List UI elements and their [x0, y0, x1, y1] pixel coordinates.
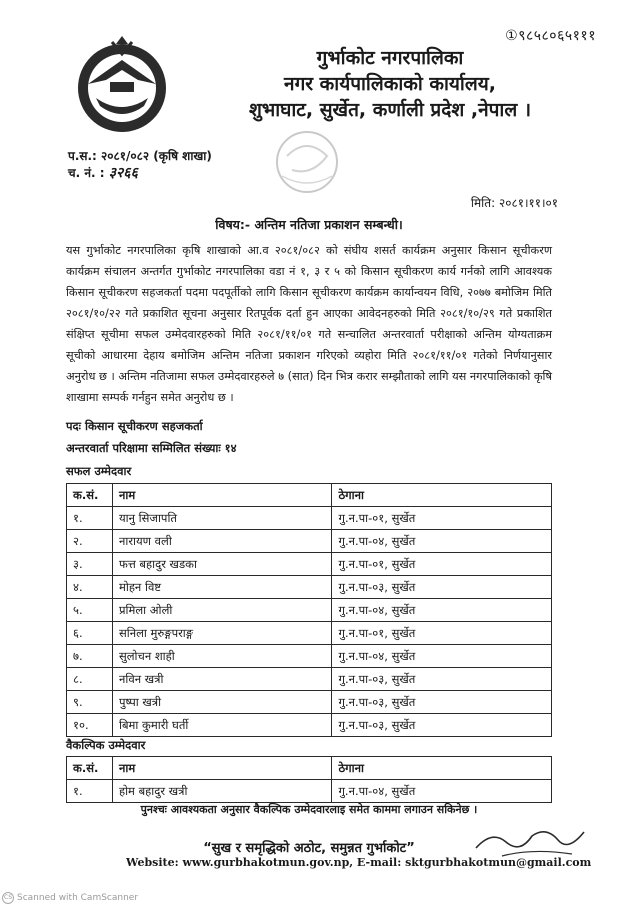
address-cell: गु.न.पा-०३, सुर्खेत — [332, 668, 552, 691]
name-cell: मोहन विष्ट — [112, 576, 332, 599]
table-row — [67, 530, 552, 553]
address-cell: गु.न.पा-०४, सुर्खेत — [332, 780, 552, 803]
table-row — [67, 714, 552, 737]
serial-cell: २. — [67, 530, 113, 553]
office-seal-stamp — [252, 126, 362, 198]
column-header: ठेगाना — [332, 484, 552, 507]
name-cell: नविन खत्री — [112, 668, 332, 691]
serial-cell: ७. — [67, 645, 113, 668]
serial-cell: ५. — [67, 599, 113, 622]
contact-footer: Website: www.gurbhakotmun.gov.np, E-mail: sktgurbhakotmun@gmail.com — [126, 856, 592, 869]
address-cell: गु.न.पा-०१, सुर्खेत — [332, 622, 552, 645]
municipality-slogan: “सुख र समृद्धिको अठोट, समुन्नत गुर्भाकोट” — [203, 841, 415, 856]
table-row — [67, 599, 552, 622]
name-cell: प्रमिला ओली — [112, 599, 332, 622]
name-cell: फत्त बहादुर खडका — [112, 553, 332, 576]
address-cell: गु.न.पा-०४, सुर्खेत — [332, 599, 552, 622]
address-cell: गु.न.पा-०४, सुर्खेत — [332, 645, 552, 668]
serial-cell: १. — [67, 780, 113, 803]
dispatch-label: च. नं. : — [68, 166, 105, 180]
address-cell: गु.न.पा-०३, सुर्खेत — [332, 714, 552, 737]
interview-count: अन्तरवार्ता परिक्षामा सम्मिलित संख्याः १४ — [66, 441, 237, 455]
subject-line: विषय:- अन्तिम नतिजा प्रकाशन सम्बन्धी। — [215, 217, 403, 232]
postscript-note: पुनश्चः आवश्यकता अनुसार वैकल्पिक उम्मेदवारलाइ समेत काममा लगाउन सकिनेछ । — [140, 803, 478, 816]
letter-date: मिति: २०८१।११।०१ — [470, 196, 558, 210]
serial-cell: १०. — [67, 714, 113, 737]
office-address: शुभाघाट, सुर्खेत, कर्णाली प्रदेश ,नेपाल । — [248, 99, 532, 121]
office-department: नगर कार्यपालिकाको कार्यालय, — [284, 73, 496, 95]
camscanner-icon: CS — [2, 892, 14, 904]
office-name: गुर्भाकोट नगरपालिका — [316, 47, 464, 69]
dispatch-value: ३२६६ — [108, 165, 138, 181]
table-row — [67, 622, 552, 645]
address-cell: गु.न.पा-०१, सुर्खेत — [332, 507, 552, 530]
table-row — [67, 645, 552, 668]
serial-cell: ३. — [67, 553, 113, 576]
column-header: नाम — [112, 484, 332, 507]
table-row — [67, 576, 552, 599]
serial-cell: १. — [67, 507, 113, 530]
nepal-emblem-logo — [66, 36, 178, 136]
serial-cell: ८. — [67, 668, 113, 691]
name-cell: पुष्पा खत्री — [112, 691, 332, 714]
address-cell: गु.न.पा-०३, सुर्खेत — [332, 576, 552, 599]
scanner-watermark — [2, 892, 138, 904]
table-header-row — [67, 757, 552, 780]
table-row — [67, 691, 552, 714]
successful-candidates-table — [66, 483, 552, 737]
table-row — [67, 507, 552, 530]
table-row — [67, 553, 552, 576]
name-cell: सनिला मुरुङ्गपराङ्ग — [112, 622, 332, 645]
column-header: नाम — [112, 757, 331, 780]
address-cell: गु.न.पा-०४, सुर्खेत — [332, 530, 552, 553]
serial-cell: ६. — [67, 622, 113, 645]
name-cell: यानु सिजापति — [112, 507, 332, 530]
post-title: पदः किसान सूचीकरण सहजकर्ता — [66, 419, 203, 433]
alternate-heading: वैकल्पिक उम्मेदवार — [66, 738, 146, 752]
name-cell: बिमा कुमारी घर्ती — [112, 714, 332, 737]
table-row — [67, 668, 552, 691]
table-row — [67, 780, 552, 803]
column-header: क.सं. — [67, 757, 113, 780]
serial-cell: ९. — [67, 691, 113, 714]
phone-number: ①९८५८०६५१११ — [505, 28, 596, 44]
dispatch-number — [68, 163, 138, 182]
column-header: ठेगाना — [332, 757, 552, 780]
reference-number: प.स.: २०८१/०८२ (कृषि शाखा) — [68, 149, 212, 163]
scanner-text: Scanned with CamScanner — [17, 893, 139, 903]
address-cell: गु.न.पा-०३, सुर्खेत — [332, 691, 552, 714]
name-cell: सुलोचन शाही — [112, 645, 332, 668]
address-cell: गु.न.पा-०१, सुर्खेत — [332, 553, 552, 576]
name-cell: होम बहादुर खत्री — [112, 780, 331, 803]
serial-cell: ४. — [67, 576, 113, 599]
successful-heading: सफल उम्मेदवार — [66, 464, 132, 478]
alternate-candidates-table — [66, 756, 552, 803]
table-header-row — [67, 484, 552, 507]
column-header: क.सं. — [67, 484, 113, 507]
notice-body: यस गुर्भाकोट नगरपालिका कृषि शाखाको आ.व २०८१/०८२ को संघीय शसर्त कार्यक्रम अनुसार किसान सूचीकरण कार्यक्रम संचालन अन्तर्गत गुर्भाकोट नगरपालिका वडा नं १, ३ र ५ को किसान सूचीकरण कार्य गर्नको लागि आवश्यक किसान सूचीकरण सहजकर्ता पदमा पदपूर्तीको लागि किसान सूचीकरण कार्यक्रम कार्यान्वयन विधि, २०७७ बमोजिम मिति २०८१/१०/२२ गते प्रकाशित सूचना अनुसार रितपूर्वक दर्ता हुन आएका आवेदनहरुको मिति २०८१/१०/२९ गते प्रकाशित संक्षिप्त सूचीमा सफल उम्मेदवारहरुको मिति २०८१/११/०१ गते सन्चालित अन्तरवार्ता परीक्षाको अन्तिम योग्यताक्रम सूचीको आधारमा देहाय बमोजिम अन्तिम नतिजा प्रकाशन गरिएको व्यहोरा मिति २०८१/११/०१ गतेको निर्णयानुसार अनुरोध छ । अन्तिम नतिजामा सफल उम्मेदवारहरुले ७ (सात) दिन भित्र करार सम्झौताको लागि यस नगरपालिकाको कृषि शाखामा सम्पर्क गर्नहुन समेत अनुरोध छ । — [66, 244, 552, 404]
name-cell: नारायण वली — [112, 530, 332, 553]
